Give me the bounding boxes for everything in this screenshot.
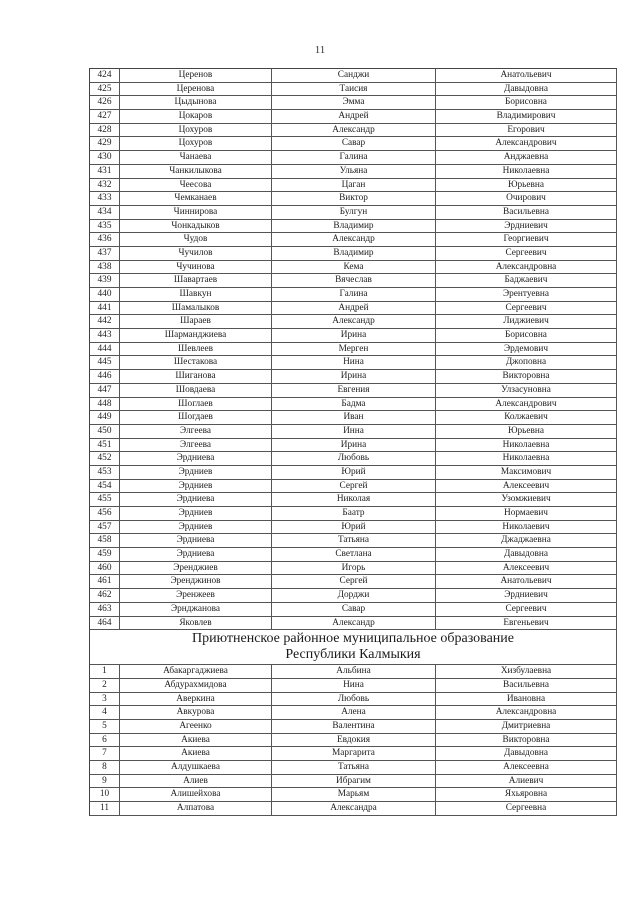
row-number: 427 xyxy=(90,110,120,123)
surname-cell: Шестакова xyxy=(120,356,272,369)
first-name-cell: Савар xyxy=(272,603,436,616)
patronymic-cell: Максимович xyxy=(436,466,617,479)
surname-cell: Эрдниев xyxy=(120,507,272,520)
row-number: 440 xyxy=(90,288,120,301)
surname-cell: Чучилов xyxy=(120,247,272,260)
row-number: 1 xyxy=(90,665,120,678)
first-name-cell: Ибрагим xyxy=(272,775,436,788)
surname-cell: Эрдниев xyxy=(120,480,272,493)
row-number: 445 xyxy=(90,356,120,369)
surname-cell: Шиганова xyxy=(120,370,272,383)
patronymic-cell: Очирович xyxy=(436,192,617,205)
surname-cell: Абакаргаджиева xyxy=(120,665,272,678)
table-row xyxy=(90,411,617,425)
row-number: 439 xyxy=(90,274,120,287)
first-name-cell: Андрей xyxy=(272,302,436,315)
table-row xyxy=(90,521,617,535)
patronymic-cell: Узомжиевич xyxy=(436,493,617,506)
surname-cell: Эрдниева xyxy=(120,452,272,465)
section-header xyxy=(90,630,617,665)
row-number: 464 xyxy=(90,617,120,630)
surname-cell: Абдурахмидова xyxy=(120,679,272,692)
row-number: 432 xyxy=(90,179,120,192)
first-name-cell: Сергей xyxy=(272,480,436,493)
table-row xyxy=(90,788,617,802)
surname-cell: Шавартаев xyxy=(120,274,272,287)
table-row xyxy=(90,548,617,562)
row-number: 456 xyxy=(90,507,120,520)
first-name-cell: Ульяна xyxy=(272,165,436,178)
row-number: 4 xyxy=(90,706,120,719)
row-number: 10 xyxy=(90,788,120,801)
row-number: 425 xyxy=(90,83,120,96)
row-number: 463 xyxy=(90,603,120,616)
row-number: 8 xyxy=(90,761,120,774)
first-name-cell: Инна xyxy=(272,425,436,438)
first-name-cell: Цаган xyxy=(272,179,436,192)
first-name-cell: Сергей xyxy=(272,575,436,588)
table-row xyxy=(90,370,617,384)
surname-cell: Элгеева xyxy=(120,439,272,452)
first-name-cell: Ирина xyxy=(272,329,436,342)
table-row xyxy=(90,343,617,357)
surname-cell: Шараев xyxy=(120,315,272,328)
surname-cell: Церенова xyxy=(120,83,272,96)
first-name-cell: Баатр xyxy=(272,507,436,520)
first-name-cell: Любовь xyxy=(272,693,436,706)
surname-cell: Чемканаев xyxy=(120,192,272,205)
patronymic-cell: Сергеевич xyxy=(436,302,617,315)
patronymic-cell: Ивановна xyxy=(436,693,617,706)
row-number: 443 xyxy=(90,329,120,342)
row-number: 446 xyxy=(90,370,120,383)
surname-cell: Аверкина xyxy=(120,693,272,706)
first-name-cell: Ирина xyxy=(272,439,436,452)
row-number: 450 xyxy=(90,425,120,438)
table-row xyxy=(90,452,617,466)
patronymic-cell: Георгиевич xyxy=(436,233,617,246)
patronymic-cell: Нормаевич xyxy=(436,507,617,520)
table-row xyxy=(90,603,617,617)
row-number: 449 xyxy=(90,411,120,424)
table-row xyxy=(90,761,617,775)
patronymic-cell: Алиевич xyxy=(436,775,617,788)
first-name-cell: Маргарита xyxy=(272,747,436,760)
row-number: 434 xyxy=(90,206,120,219)
row-number: 458 xyxy=(90,534,120,547)
row-number: 11 xyxy=(90,802,120,815)
surname-cell: Чонкадыков xyxy=(120,220,272,233)
surname-cell: Акиева xyxy=(120,747,272,760)
table-row xyxy=(90,384,617,398)
patronymic-cell: Лиджиевич xyxy=(436,315,617,328)
surname-cell: Чеесова xyxy=(120,179,272,192)
patronymic-cell: Анджаевна xyxy=(436,151,617,164)
row-number: 430 xyxy=(90,151,120,164)
registry-table-1 xyxy=(90,69,617,630)
row-number: 435 xyxy=(90,220,120,233)
surname-cell: Шевлеев xyxy=(120,343,272,356)
row-number: 433 xyxy=(90,192,120,205)
table-row xyxy=(90,356,617,370)
patronymic-cell: Викторовна xyxy=(436,370,617,383)
first-name-cell: Юрий xyxy=(272,466,436,479)
table-row xyxy=(90,151,617,165)
surname-cell: Алдушкаева xyxy=(120,761,272,774)
table-row xyxy=(90,247,617,261)
table-row xyxy=(90,165,617,179)
surname-cell: Эрдниева xyxy=(120,548,272,561)
patronymic-cell: Алексеевич xyxy=(436,562,617,575)
table-row xyxy=(90,734,617,748)
row-number: 451 xyxy=(90,439,120,452)
patronymic-cell: Николаевна xyxy=(436,452,617,465)
surname-cell: Алпатова xyxy=(120,802,272,815)
table-row xyxy=(90,137,617,151)
first-name-cell: Ирина xyxy=(272,370,436,383)
surname-cell: Цокаров xyxy=(120,110,272,123)
table-row xyxy=(90,439,617,453)
surname-cell: Яковлев xyxy=(120,617,272,630)
patronymic-cell: Эрдемович xyxy=(436,343,617,356)
first-name-cell: Владимир xyxy=(272,220,436,233)
surname-cell: Цохуров xyxy=(120,124,272,137)
table-row xyxy=(90,665,617,679)
surname-cell: Цохуров xyxy=(120,137,272,150)
table-row xyxy=(90,775,617,789)
first-name-cell: Иван xyxy=(272,411,436,424)
surname-cell: Алишейхова xyxy=(120,788,272,801)
surname-cell: Шамалыков xyxy=(120,302,272,315)
patronymic-cell: Николаевна xyxy=(436,439,617,452)
patronymic-cell: Анатольевич xyxy=(436,575,617,588)
patronymic-cell: Егорович xyxy=(436,124,617,137)
patronymic-cell: Васильевна xyxy=(436,679,617,692)
surname-cell: Акиева xyxy=(120,734,272,747)
surname-cell: Алиев xyxy=(120,775,272,788)
first-name-cell: Бадма xyxy=(272,398,436,411)
table-row xyxy=(90,747,617,761)
table-row xyxy=(90,179,617,193)
patronymic-cell: Хизбулаевна xyxy=(436,665,617,678)
surname-cell: Шоглаев xyxy=(120,398,272,411)
first-name-cell: Алена xyxy=(272,706,436,719)
row-number: 437 xyxy=(90,247,120,260)
table-row xyxy=(90,96,617,110)
row-number: 442 xyxy=(90,315,120,328)
surname-cell: Эренжеев xyxy=(120,589,272,602)
table-row xyxy=(90,480,617,494)
surname-cell: Эрдниева xyxy=(120,493,272,506)
patronymic-cell: Викторовна xyxy=(436,734,617,747)
first-name-cell: Юрий xyxy=(272,521,436,534)
table-row xyxy=(90,802,617,816)
first-name-cell: Марьям xyxy=(272,788,436,801)
first-name-cell: Савар xyxy=(272,137,436,150)
table-row xyxy=(90,315,617,329)
row-number: 9 xyxy=(90,775,120,788)
row-number: 431 xyxy=(90,165,120,178)
first-name-cell: Андрей xyxy=(272,110,436,123)
surname-cell: Чанкилыкова xyxy=(120,165,272,178)
table-row xyxy=(90,110,617,124)
first-name-cell: Нина xyxy=(272,356,436,369)
patronymic-cell: Борисовна xyxy=(436,329,617,342)
surname-cell: Шавкун xyxy=(120,288,272,301)
table-row xyxy=(90,575,617,589)
first-name-cell: Валентина xyxy=(272,720,436,733)
patronymic-cell: Владимирович xyxy=(436,110,617,123)
first-name-cell: Любовь xyxy=(272,452,436,465)
table-row xyxy=(90,617,617,631)
surname-cell: Шогдаев xyxy=(120,411,272,424)
surname-cell: Агеенко xyxy=(120,720,272,733)
surname-cell: Чанаева xyxy=(120,151,272,164)
first-name-cell: Евгения xyxy=(272,384,436,397)
table-row xyxy=(90,466,617,480)
row-number: 461 xyxy=(90,575,120,588)
patronymic-cell: Александрович xyxy=(436,137,617,150)
patronymic-cell: Эрентуевна xyxy=(436,288,617,301)
table-row xyxy=(90,206,617,220)
first-name-cell: Виктор xyxy=(272,192,436,205)
surname-cell: Эренджиев xyxy=(120,562,272,575)
surname-cell: Авкурова xyxy=(120,706,272,719)
first-name-cell: Галина xyxy=(272,288,436,301)
table-row xyxy=(90,220,617,234)
patronymic-cell: Анатольевич xyxy=(436,69,617,82)
surname-cell: Эрдниев xyxy=(120,521,272,534)
first-name-cell: Дорджи xyxy=(272,589,436,602)
first-name-cell: Санджи xyxy=(272,69,436,82)
first-name-cell: Александр xyxy=(272,233,436,246)
row-number: 7 xyxy=(90,747,120,760)
table-row xyxy=(90,720,617,734)
section-title-line-2: Республики Калмыкия xyxy=(285,647,421,663)
row-number: 441 xyxy=(90,302,120,315)
surname-cell: Эрдниева xyxy=(120,534,272,547)
row-number: 455 xyxy=(90,493,120,506)
row-number: 448 xyxy=(90,398,120,411)
table-row xyxy=(90,679,617,693)
row-number: 447 xyxy=(90,384,120,397)
surname-cell: Чиннирова xyxy=(120,206,272,219)
patronymic-cell: Борисовна xyxy=(436,96,617,109)
table-row xyxy=(90,192,617,206)
row-number: 3 xyxy=(90,693,120,706)
table-row xyxy=(90,507,617,521)
patronymic-cell: Джоповна xyxy=(436,356,617,369)
row-number: 444 xyxy=(90,343,120,356)
table-row xyxy=(90,706,617,720)
row-number: 436 xyxy=(90,233,120,246)
row-number: 457 xyxy=(90,521,120,534)
surname-cell: Чудов xyxy=(120,233,272,246)
patronymic-cell: Николаевна xyxy=(436,165,617,178)
row-number: 453 xyxy=(90,466,120,479)
table-row xyxy=(90,274,617,288)
patronymic-cell: Александровна xyxy=(436,261,617,274)
patronymic-cell: Баджаевич xyxy=(436,274,617,287)
row-number: 438 xyxy=(90,261,120,274)
patronymic-cell: Алексеевна xyxy=(436,761,617,774)
table-row xyxy=(90,534,617,548)
first-name-cell: Владимир xyxy=(272,247,436,260)
surname-cell: Шарманджиева xyxy=(120,329,272,342)
patronymic-cell: Яхьяровна xyxy=(436,788,617,801)
table-row xyxy=(90,425,617,439)
patronymic-cell: Давыдовна xyxy=(436,548,617,561)
first-name-cell: Кема xyxy=(272,261,436,274)
row-number: 459 xyxy=(90,548,120,561)
table-row xyxy=(90,69,617,83)
first-name-cell: Александра xyxy=(272,802,436,815)
first-name-cell: Игорь xyxy=(272,562,436,575)
table-row xyxy=(90,261,617,275)
row-number: 462 xyxy=(90,589,120,602)
registry-table-2 xyxy=(90,665,617,816)
surname-cell: Эрнджанова xyxy=(120,603,272,616)
table-row xyxy=(90,288,617,302)
surname-cell: Церенов xyxy=(120,69,272,82)
first-name-cell: Александр xyxy=(272,124,436,137)
patronymic-cell: Колжаевич xyxy=(436,411,617,424)
table-row xyxy=(90,693,617,707)
patronymic-cell: Давыдовна xyxy=(436,83,617,96)
surname-cell: Шовдаева xyxy=(120,384,272,397)
row-number: 426 xyxy=(90,96,120,109)
table-row xyxy=(90,562,617,576)
first-name-cell: Нина xyxy=(272,679,436,692)
first-name-cell: Светлана xyxy=(272,548,436,561)
first-name-cell: Александр xyxy=(272,315,436,328)
first-name-cell: Евдокия xyxy=(272,734,436,747)
row-number: 454 xyxy=(90,480,120,493)
table-row xyxy=(90,233,617,247)
patronymic-cell: Джаджаевна xyxy=(436,534,617,547)
patronymic-cell: Александрович xyxy=(436,398,617,411)
table-row xyxy=(90,124,617,138)
patronymic-cell: Давыдовна xyxy=(436,747,617,760)
first-name-cell: Николая xyxy=(272,493,436,506)
first-name-cell: Булгун xyxy=(272,206,436,219)
patronymic-cell: Евгеньевич xyxy=(436,617,617,630)
first-name-cell: Татьяна xyxy=(272,534,436,547)
table-row xyxy=(90,398,617,412)
first-name-cell: Альбина xyxy=(272,665,436,678)
section-title-line-1: Приютненское районное муниципальное образование xyxy=(192,631,514,647)
patronymic-cell: Сергеевич xyxy=(436,603,617,616)
patronymic-cell: Дмитриевна xyxy=(436,720,617,733)
surname-cell: Чучинова xyxy=(120,261,272,274)
table-row xyxy=(90,83,617,97)
patronymic-cell: Улзасуновна xyxy=(436,384,617,397)
registry-sheet xyxy=(89,68,617,816)
first-name-cell: Татьяна xyxy=(272,761,436,774)
patronymic-cell: Юрьевна xyxy=(436,179,617,192)
row-number: 429 xyxy=(90,137,120,150)
row-number: 452 xyxy=(90,452,120,465)
surname-cell: Эренджинов xyxy=(120,575,272,588)
table-row xyxy=(90,589,617,603)
row-number: 6 xyxy=(90,734,120,747)
row-number: 460 xyxy=(90,562,120,575)
row-number: 428 xyxy=(90,124,120,137)
patronymic-cell: Васильевна xyxy=(436,206,617,219)
patronymic-cell: Юрьевна xyxy=(436,425,617,438)
table-row xyxy=(90,329,617,343)
patronymic-cell: Эрдниевич xyxy=(436,220,617,233)
first-name-cell: Вячеслав xyxy=(272,274,436,287)
surname-cell: Элгеева xyxy=(120,425,272,438)
patronymic-cell: Николаевич xyxy=(436,521,617,534)
row-number: 2 xyxy=(90,679,120,692)
surname-cell: Цыдынова xyxy=(120,96,272,109)
first-name-cell: Галина xyxy=(272,151,436,164)
patronymic-cell: Эрдниевич xyxy=(436,589,617,602)
surname-cell: Эрдниев xyxy=(120,466,272,479)
first-name-cell: Эмма xyxy=(272,96,436,109)
row-number: 5 xyxy=(90,720,120,733)
patronymic-cell: Алексеевич xyxy=(436,480,617,493)
table-row xyxy=(90,493,617,507)
first-name-cell: Таисия xyxy=(272,83,436,96)
table-row xyxy=(90,302,617,316)
first-name-cell: Александр xyxy=(272,617,436,630)
patronymic-cell: Александровна xyxy=(436,706,617,719)
patronymic-cell: Сергеевна xyxy=(436,802,617,815)
patronymic-cell: Сергеевич xyxy=(436,247,617,260)
page-number: 11 xyxy=(314,44,326,56)
row-number: 424 xyxy=(90,69,120,82)
first-name-cell: Мерген xyxy=(272,343,436,356)
